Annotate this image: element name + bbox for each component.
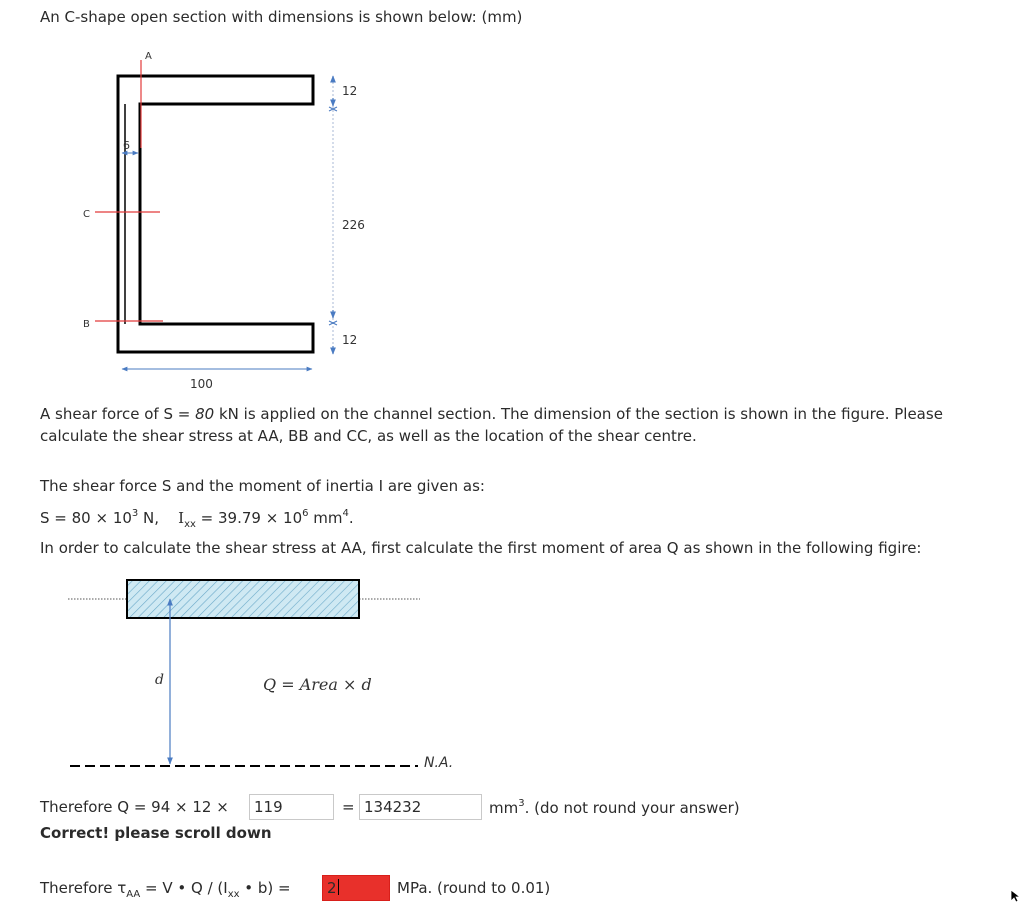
hatched-area: [127, 580, 359, 618]
mouse-cursor-icon: [1010, 889, 1022, 903]
intro-text: An C-shape open section with dimensions is shown below: (mm): [40, 8, 523, 26]
q-equals: =: [342, 798, 355, 816]
q-calc-prefix: Therefore Q = 94 × 12 ×: [40, 798, 229, 816]
dim-bottom-flange: 12: [342, 333, 358, 347]
tau-answer-input[interactable]: 2: [322, 875, 390, 901]
label-b: B: [83, 319, 90, 330]
tau-formula: Therefore $\tau_{AA} = V$ • Q / ($I_{xx}$ • b) =: [40, 879, 291, 900]
problem-statement: A shear force of S = 80 kN is applied on the channel section. The dimension of the section is shown in the figure. Please calculate the shear stress at AA, BB and CC, as well as the location of the shear centre.: [40, 405, 943, 445]
dim-top-flange: 12: [342, 84, 358, 98]
label-c: C: [83, 209, 90, 220]
force-value: 80: [195, 405, 215, 423]
label-na: N.A.: [424, 755, 454, 771]
given-intro: The shear force S and the moment of inertia I are given as:: [40, 477, 485, 495]
given-values: $S = 80 \times 10^3$ N, $I_{xx} = 39.79 \times 10^6$ $mm^4$.: [40, 508, 354, 530]
q-feedback-message: Correct! please scroll down: [40, 824, 272, 842]
tau-unit: MPa. (round to 0.01): [397, 879, 551, 897]
label-a: A: [145, 51, 152, 62]
dim-web-thickness: 6: [123, 139, 130, 152]
q-result-input[interactable]: 134232: [359, 794, 482, 820]
channel-section-figure: [0, 40, 420, 400]
first-moment-figure: [60, 570, 460, 780]
q-unit: $mm^3$. (do not round your answer): [489, 798, 740, 817]
dim-width: 100: [190, 377, 213, 391]
label-d: d: [155, 672, 164, 688]
instruction-text: In order to calculate the shear stress at AA, first calculate the first moment of area Q as shown in the following figire:: [40, 539, 922, 557]
text-caret: [338, 879, 339, 895]
formula-q: Q = Area × d: [263, 675, 372, 694]
q-height-input[interactable]: 119: [249, 794, 334, 820]
channel-outline: [118, 76, 313, 352]
dim-web-height: 226: [342, 218, 365, 232]
